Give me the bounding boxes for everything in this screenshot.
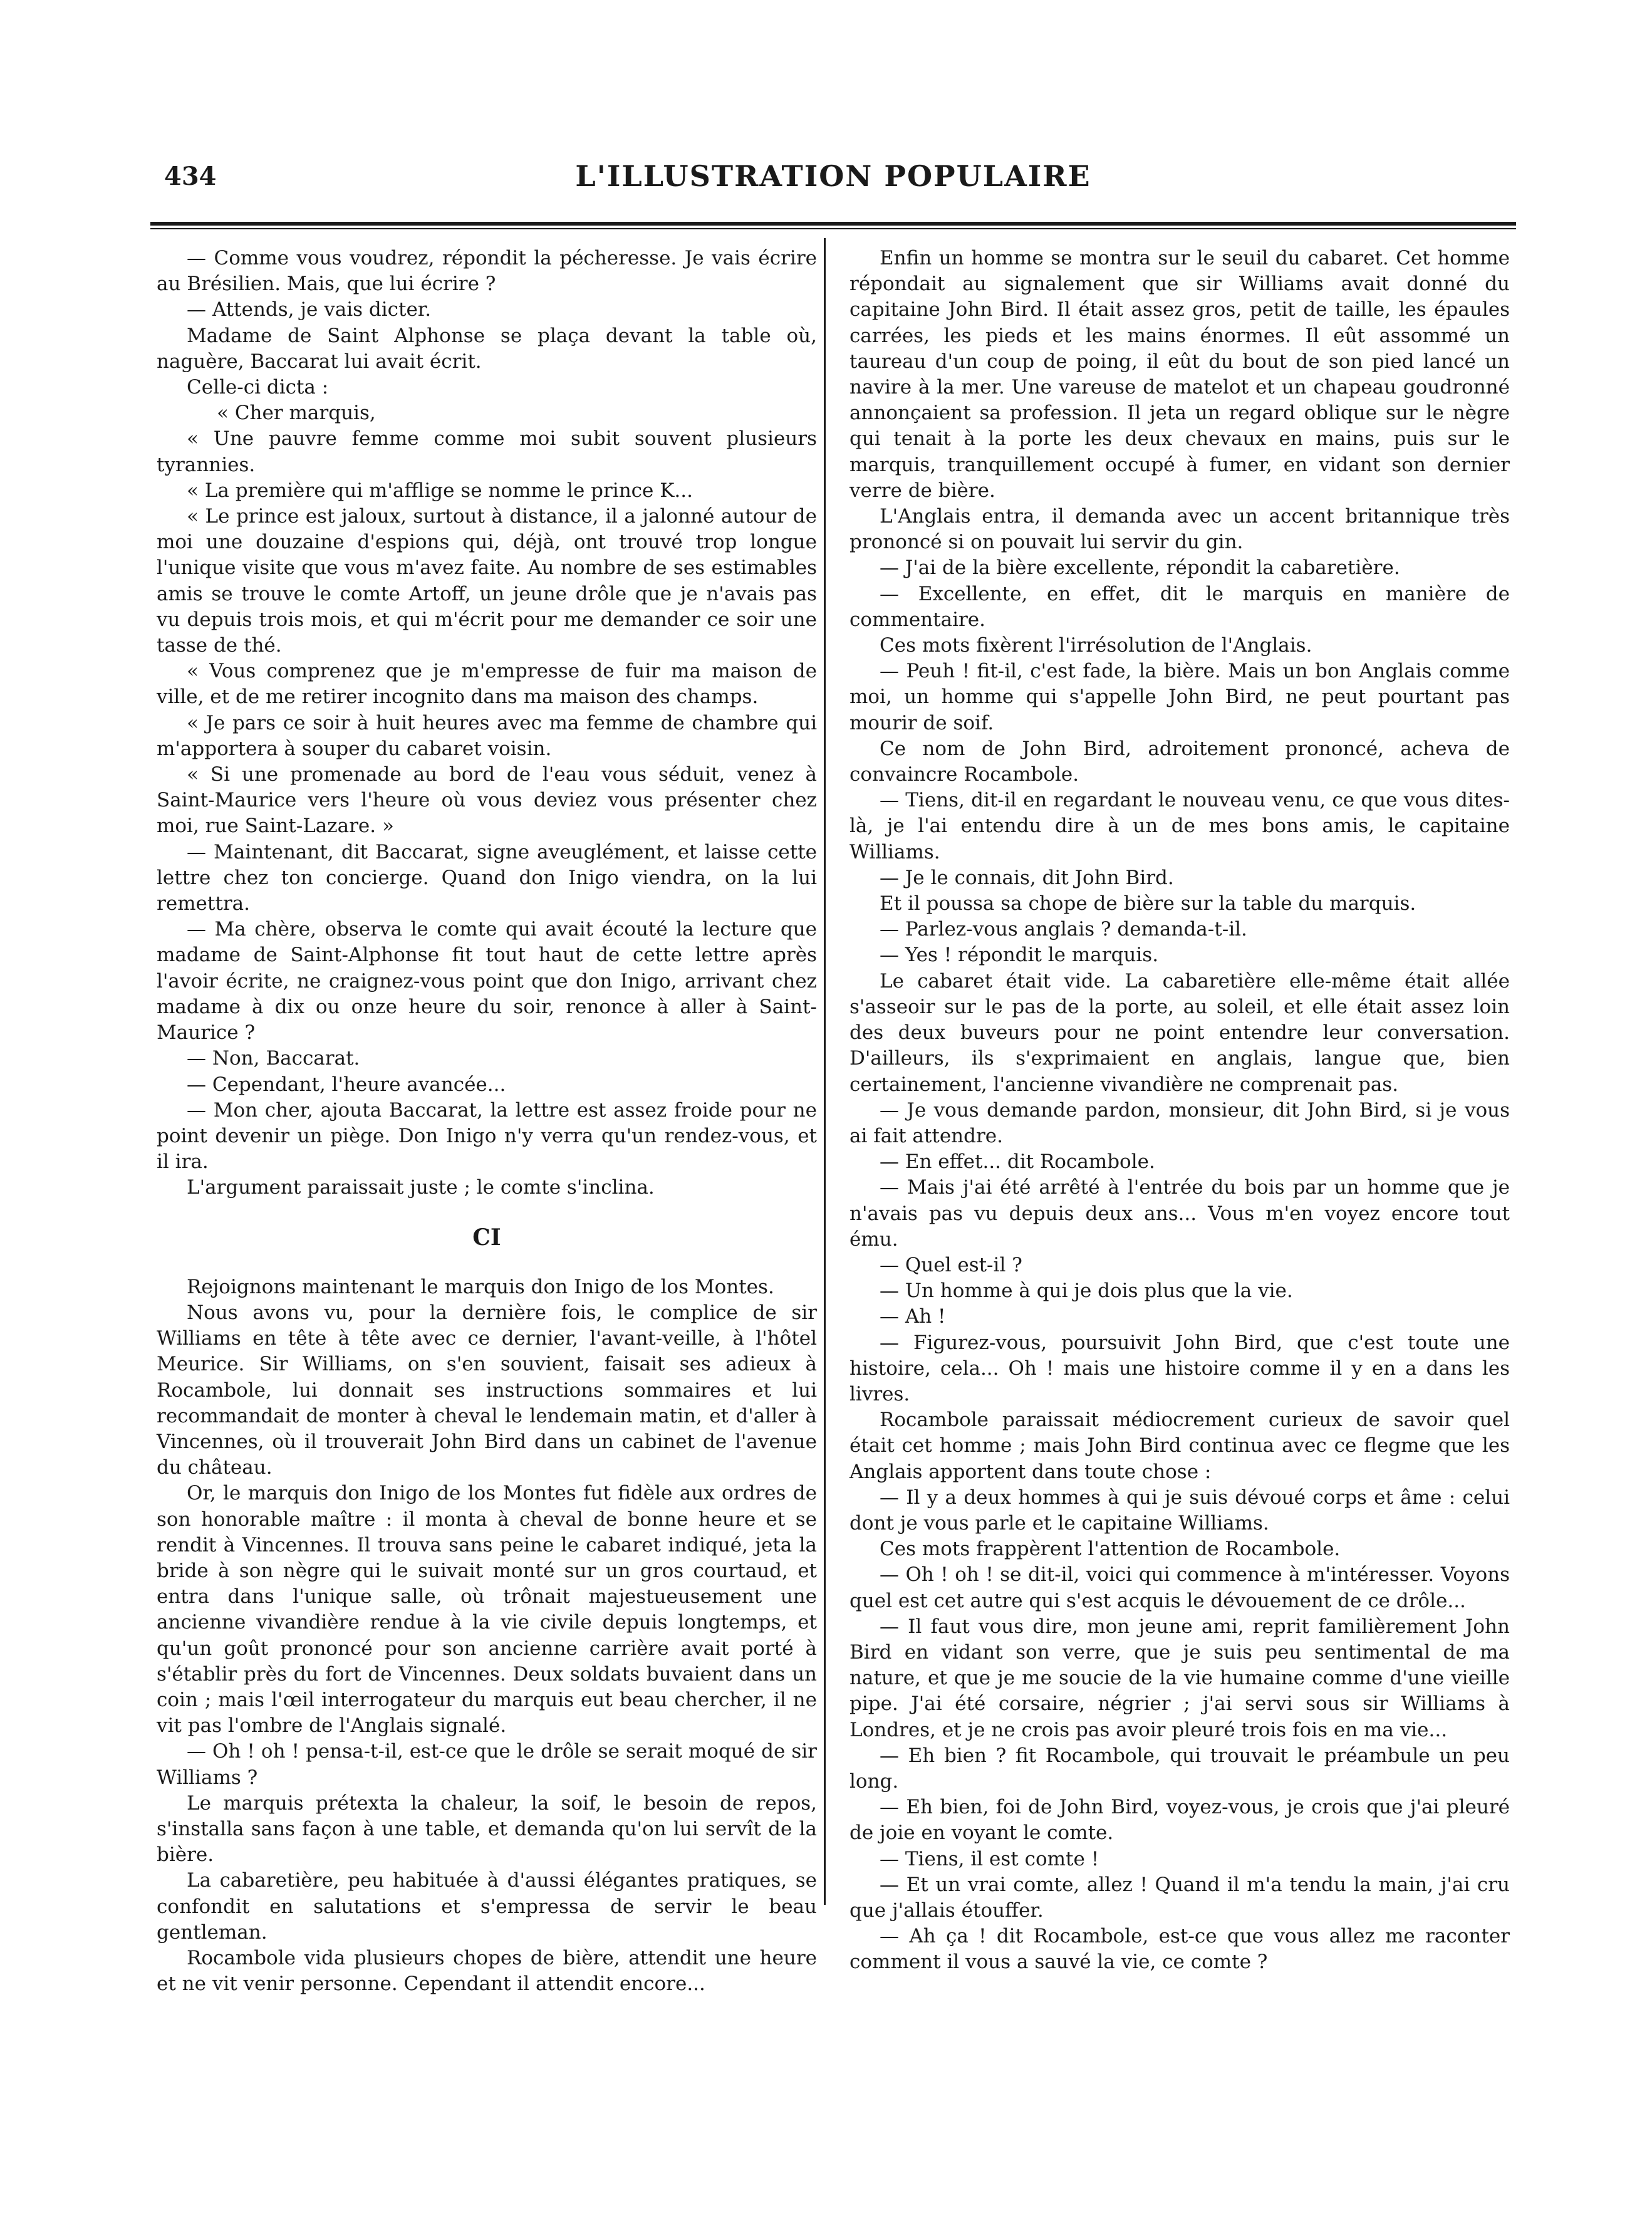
letter-salutation: « Cher marquis,: [217, 402, 376, 425]
paragraph: — Mon cher, ajouta Baccarat, la lettre est assez froide pour ne point devenir un piège. Don Inigo n'y verra qu'un rendez-vous, et il ira.: [157, 1098, 817, 1174]
paragraph: — Attends, je vais dicter.: [187, 298, 432, 321]
paragraph: Rocambole paraissait médiocrement curieux de savoir quel était cet homme ; mais John Bird continua avec ce flegme que les Anglais apportent dans toute chose :: [849, 1409, 1510, 1483]
letter-paragraph: « Une pauvre femme comme moi subit souvent plusieurs tyrannies.: [157, 427, 817, 476]
paragraph: — Je vous demande pardon, monsieur, dit John Bird, si je vous ai fait attendre.: [849, 1098, 1510, 1147]
paragraph: La cabaretière, peu habituée à d'aussi élégantes pratiques, se confondit en salutations et s'empressa de servir le beau gentleman.: [157, 1869, 817, 1944]
paragraph: — Ah ça ! dit Rocambole, est-ce que vous allez me raconter comment il vous a sauvé la vie, ce comte ?: [849, 1925, 1510, 1974]
paragraph: Le cabaret était vide. La cabaretière elle-même était allée s'asseoir sur le pas de la porte, au soleil, et elle était assez loin des deux buveurs pour ne point entendre leur conversation. D'ailleurs, ils s'exprimaient en anglais, langue que, bien certainement, l'ancienne vivandière ne comprenait pas.: [849, 969, 1510, 1096]
letter-paragraph: « Si une promenade au bord de l'eau vous séduit, venez à Saint-Maurice vers l'heure où vous deviez vous présenter chez moi, rue Saint-Lazare. »: [157, 763, 817, 838]
paragraph: — Ma chère, observa le comte qui avait écouté la lecture que madame de Saint-Alphonse fit tout haut de cette lettre après l'avoir écrite, ne craignez-vous point que don Inigo, arrivant chez madame à dix ou onze heure du soir, renonce à aller à Saint-Maurice ?: [157, 918, 817, 1045]
paragraph: — En effet... dit Rocambole.: [880, 1150, 1155, 1174]
paragraph: L'argument paraissait juste ; le comte s'inclina.: [187, 1176, 655, 1199]
header-rule: [150, 222, 1516, 226]
paragraph: — Ah !: [880, 1305, 946, 1328]
column-divider: [824, 238, 826, 1905]
paragraph: Celle-ci dicta :: [187, 376, 329, 399]
paragraph: — Comme vous voudrez, répondit la pécheresse. Je vais écrire au Brésilien. Mais, que lui écrire ?: [157, 247, 817, 296]
paragraph: — Mais j'ai été arrêté à l'entrée du bois par un homme que je n'avais pas vu depuis deux ans... Vous m'en voyez encore tout ému.: [849, 1176, 1510, 1251]
paragraph: Ces mots fixèrent l'irrésolution de l'Anglais.: [880, 634, 1312, 657]
right-column: [849, 246, 1510, 1976]
letter-paragraph: « Le prince est jaloux, surtout à distance, il a jalonné autour de moi une douzaine d'espions qui, déjà, ont trouvé trop longue l'unique visite que vous m'avez faite. Au nombre de ses estimables amis se trouve le comte Artoff, un jeune drôle que je n'avais pas vu depuis trois mois, et qui m'écrit pour me demander ce soir une tasse de thé.: [157, 505, 817, 657]
paragraph: — Eh bien, foi de John Bird, voyez-vous, je crois que j'ai pleuré de joie en voyant le comte.: [849, 1796, 1510, 1845]
paragraph: Enfin un homme se montra sur le seuil du cabaret. Cet homme répondait au signalement que sir Williams avait donné du capitaine John Bird. Il était assez gros, petit de taille, les épaules carrées, les pieds et les mains énormes. Il eût assommé un taureau d'un coup de poing, il eût du bout de son pied lancé un navire à la mer. Une vareuse de matelot et un chapeau goudronné annonçaient sa profession. Il jeta un regard oblique sur le nègre qui tenait à la porte les deux chevaux en mains, puis sur le marquis, tranquillement occupé à fumer, en vidant son dernier verre de bière.: [849, 247, 1510, 502]
letter-paragraph: « Vous comprenez que je m'empresse de fuir ma maison de ville, et de me retirer incognito dans ma maison des champs.: [157, 660, 817, 709]
paragraph: Rocambole vida plusieurs chopes de bière, attendit une heure et ne vit venir personne. Cependant il attendit encore...: [157, 1947, 817, 1996]
paragraph: — Non, Baccarat.: [187, 1047, 360, 1070]
paragraph: L'Anglais entra, il demanda avec un accent britannique très prononcé si on pouvait lui servir du gin.: [849, 505, 1510, 554]
paragraph: — Et un vrai comte, allez ! Quand il m'a tendu la main, j'ai cru que j'allais étouffer.: [849, 1873, 1510, 1922]
paragraph: Rejoignons maintenant le marquis don Inigo de los Montes.: [187, 1275, 774, 1298]
page-number: 434: [164, 162, 217, 191]
paragraph: Ces mots frappèrent l'attention de Rocambole.: [880, 1538, 1341, 1561]
paragraph: — Peuh ! fit-il, c'est fade, la bière. Mais un bon Anglais comme moi, un homme qui s'appelle John Bird, ne peut pourtant pas mourir de soif.: [849, 660, 1510, 734]
paragraph: — Il faut vous dire, mon jeune ami, reprit familièrement John Bird en vidant son verre, que je suis peu sentimental de ma nature, et que je me soucie de la vie humaine comme d'une vieille pipe. J'ai été corsaire, négrier ; j'ai servi sous sir Williams à Londres, et je ne crois pas avoir pleuré trois fois en ma vie...: [849, 1615, 1510, 1741]
paragraph: Or, le marquis don Inigo de los Montes fut fidèle aux ordres de son honorable maître : il monta à cheval de bonne heure et se rendit à Vincennes. Il trouva sans peine le cabaret indiqué, jeta la bride à son nègre qui le suivait monté sur un gros courtaud, et entra dans l'unique salle, où trônait majestueusement une ancienne vivandière rendue à la vie civile depuis longtemps, et qu'un goût prononcé pour son ancienne carrière avait porté à s'établir près du fort de Vincennes. Deux soldats buvaient dans un coin ; mais l'œil interrogateur du marquis eut beau chercher, il ne vit pas l'ombre de l'Anglais signalé.: [157, 1482, 817, 1738]
paragraph: Ce nom de John Bird, adroitement prononcé, acheva de convaincre Rocambole.: [849, 737, 1510, 786]
paragraph: — Tiens, il est comte !: [880, 1847, 1099, 1870]
paragraph: — J'ai de la bière excellente, répondit la cabaretière.: [880, 556, 1400, 580]
header-rule-thin: [150, 228, 1516, 229]
paragraph: — Tiens, dit-il en regardant le nouveau venu, ce que vous dites-là, je l'ai entendu dire à un de mes bons amis, le capitaine Williams.: [849, 789, 1510, 863]
chapter-heading: CI: [472, 1224, 501, 1251]
paragraph: — Yes ! répondit le marquis.: [880, 944, 1159, 967]
paragraph: — Il y a deux hommes à qui je suis dévoué corps et âme : celui dont je vous parle et le capitaine Williams.: [849, 1486, 1510, 1535]
paragraph: — Cependant, l'heure avancée...: [187, 1073, 506, 1096]
letter-paragraph: « La première qui m'afflige se nomme le prince K...: [187, 479, 693, 502]
paragraph: — Figurez-vous, poursuivit John Bird, que c'est toute une histoire, cela... Oh ! mais une histoire comme il y en a dans les livres.: [849, 1331, 1510, 1405]
paragraph: — Parlez-vous anglais ? demanda-t-il.: [880, 918, 1247, 941]
paragraph: Madame de Saint Alphonse se plaça devant la table où, naguère, Baccarat lui avait écrit.: [157, 324, 817, 373]
left-column: [157, 246, 817, 1997]
paragraph: — Maintenant, dit Baccarat, signe aveuglément, et laisse cette lettre chez ton concierge. Quand don Inigo viendra, on la lui remettra.: [157, 840, 817, 915]
paragraph: Nous avons vu, pour la dernière fois, le complice de sir Williams en tête à tête avec ce dernier, l'avant-veille, à l'hôtel Meurice. Sir Williams, on s'en souvient, faisait ses adieux à Rocambole, lui donnait ses instructions sommaires et lui recommandait de monter à cheval le lendemain matin, et d'aller à Vincennes, où il trouverait John Bird dans un cabinet de l'avenue du château.: [157, 1301, 817, 1479]
paragraph: Le marquis prétexta la chaleur, la soif, le besoin de repos, s'installa sans façon à une table, et demanda qu'on lui servît de la bière.: [157, 1791, 817, 1867]
paragraph: — Oh ! oh ! pensa-t-il, est-ce que le drôle se serait moqué de sir Williams ?: [157, 1740, 817, 1789]
page-header: [150, 150, 1516, 201]
paragraph: — Oh ! oh ! se dit-il, voici qui commence à m'intéresser. Voyons quel est cet autre qui s'est acquis le dévouement de ce drôle...: [849, 1563, 1510, 1612]
paragraph: — Quel est-il ?: [880, 1253, 1022, 1276]
letter-paragraph: « Je pars ce soir à huit heures avec ma femme de chambre qui m'apportera à souper du cabaret voisin.: [157, 711, 817, 760]
paragraph: — Un homme à qui je dois plus que la vie.: [880, 1279, 1293, 1303]
paragraph: — Excellente, en effet, dit le marquis en manière de commentaire.: [849, 582, 1510, 631]
paragraph: Et il poussa sa chope de bière sur la table du marquis.: [880, 892, 1416, 915]
paragraph: — Je le connais, dit John Bird.: [880, 866, 1174, 889]
paragraph: — Eh bien ? fit Rocambole, qui trouvait le préambule un peu long.: [849, 1744, 1510, 1793]
running-title: L'ILLUSTRATION POPULAIRE: [575, 159, 1091, 193]
